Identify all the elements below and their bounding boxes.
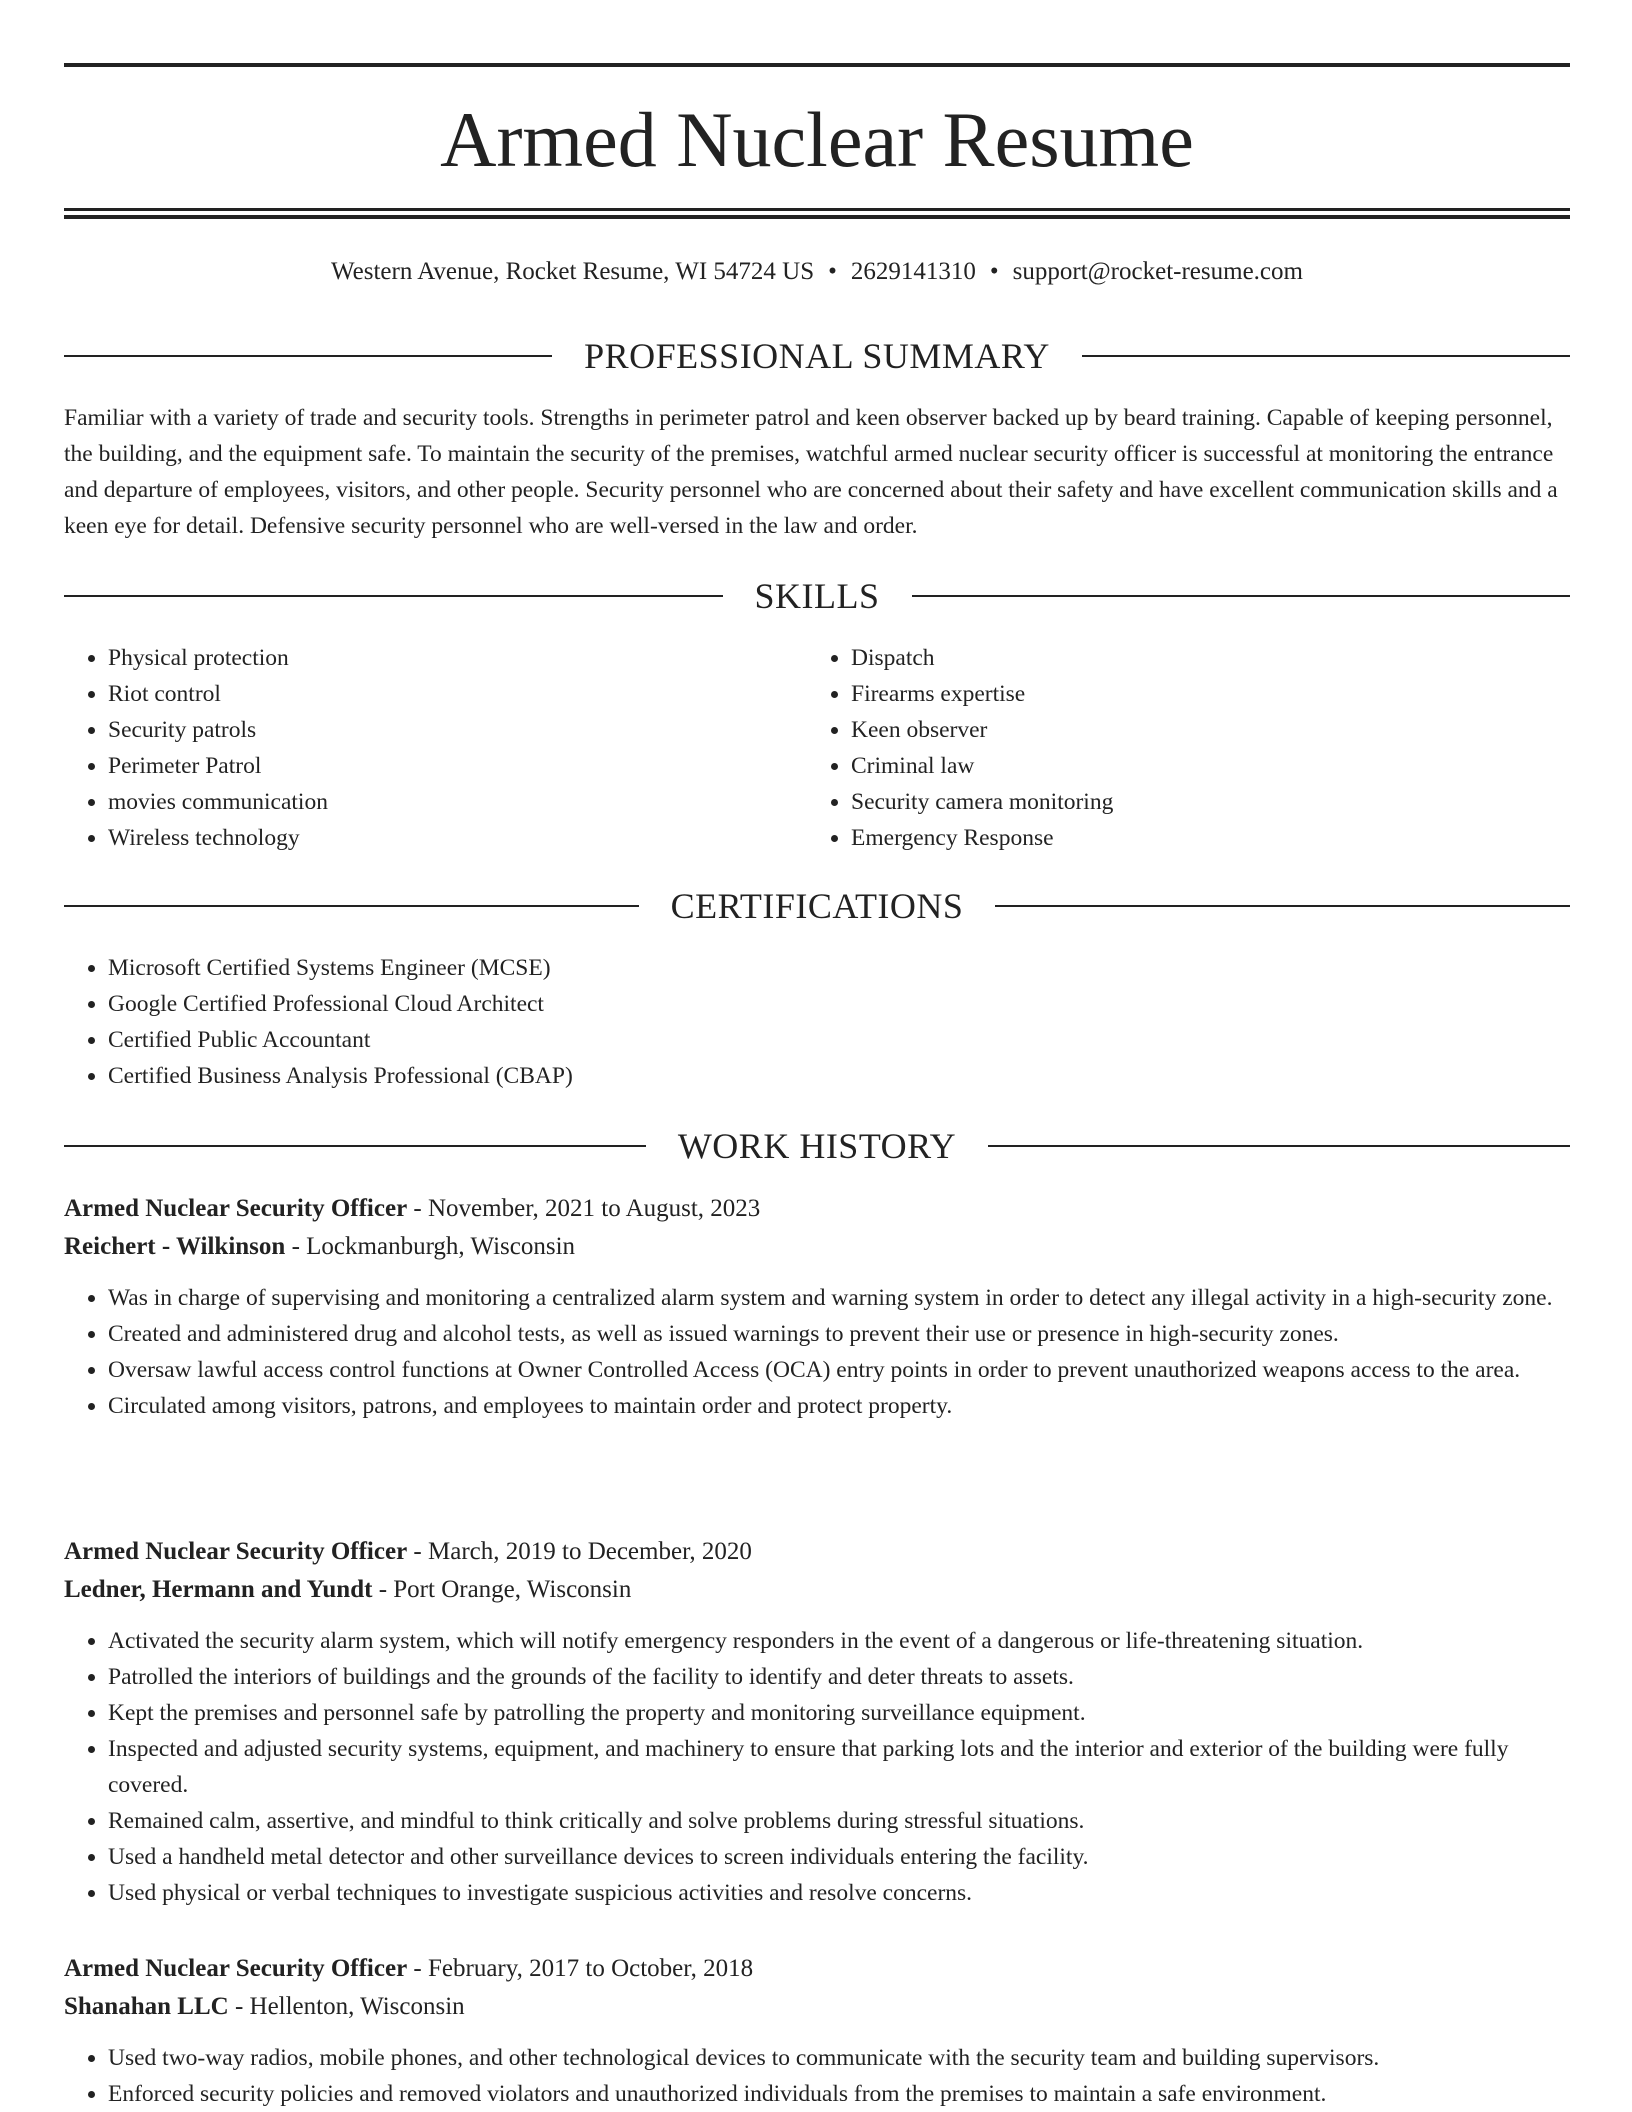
job-duty: • Patrolled the interiors of buildings and the grounds of the facility to identify and deter threats to assets.	[108, 1659, 1570, 1695]
job-entry	[64, 1950, 1570, 2112]
skill-item: • Perimeter Patrol	[108, 748, 764, 784]
contact-phone: 2629141310	[850, 258, 976, 285]
job-entry	[64, 1533, 1570, 1911]
job-location: - Lockmanburgh, Wisconsin	[285, 1233, 576, 1260]
certifications-list	[64, 950, 1064, 1094]
job-duties-list	[64, 2040, 1570, 2112]
job-company: Shanahan LLC	[64, 1993, 229, 2020]
skill-item: • Security camera monitoring	[851, 784, 1507, 820]
heading-rule-right	[995, 905, 1570, 907]
job-title-line	[64, 1950, 1570, 1988]
job-duty: • Was in charge of supervising and monitoring a centralized alarm system and warning system in order to detect any illegal activity in a high-security zone.	[108, 1280, 1570, 1316]
skill-item: • Firearms expertise	[851, 676, 1507, 712]
job-duties-list	[64, 1280, 1570, 1424]
certification-item: • Microsoft Certified Systems Engineer (MCSE)	[108, 950, 1064, 986]
job-duty: • Remained calm, assertive, and mindful to think critically and solve problems during stressful situations.	[108, 1803, 1570, 1839]
skill-item: • Physical protection	[108, 640, 764, 676]
job-title: Armed Nuclear Security Officer	[64, 1195, 408, 1222]
heading-rule-right	[1082, 355, 1570, 357]
job-title: Armed Nuclear Security Officer	[64, 1538, 408, 1565]
job-duty: • Used a handheld metal detector and other surveillance devices to screen individuals entering the facility.	[108, 1839, 1570, 1875]
summary-text: Familiar with a variety of trade and security tools. Strengths in perimeter patrol and keen observer backed up by beard training. Capable of keeping personnel, the building, and the equipment safe. To maintain the security of the premises, watchful armed nuclear security officer is successful at monitoring the entrance and departure of employees, visitors, and other people. Security personnel who are concerned about their safety and have excellent communication skills and a keen eye for detail. Defensive security personnel who are well-versed in the law and order.	[64, 405, 1558, 539]
section-heading-label: PROFESSIONAL SUMMARY	[584, 336, 1050, 376]
job-entry	[64, 1190, 1570, 1424]
job-location: - Hellenton, Wisconsin	[228, 1993, 465, 2020]
section-heading-skills	[64, 576, 1570, 616]
title-rule-lower	[64, 215, 1570, 219]
heading-rule-left	[64, 355, 552, 357]
job-title: Armed Nuclear Security Officer	[64, 1955, 408, 1982]
skills-list-right	[807, 640, 1507, 856]
skill-item: • Riot control	[108, 676, 764, 712]
section-heading-label: SKILLS	[754, 576, 880, 616]
title-rule-upper	[64, 208, 1570, 211]
job-duties-list	[64, 1623, 1570, 1911]
job-company: Reichert - Wilkinson	[64, 1233, 286, 1260]
skills-column-left	[64, 640, 764, 856]
contact-separator: •	[828, 258, 837, 285]
skills-column-right	[807, 640, 1507, 856]
skill-item: • Wireless technology	[108, 820, 764, 856]
job-duty: • Kept the premises and personnel safe by patrolling the property and monitoring surveillance equipment.	[108, 1695, 1570, 1731]
contact-line	[64, 254, 1570, 290]
job-title-line	[64, 1190, 1570, 1228]
skill-item: • Emergency Response	[851, 820, 1507, 856]
job-duty: • Circulated among visitors, patrons, and employees to maintain order and protect property.	[108, 1388, 1570, 1424]
heading-rule-left	[64, 905, 639, 907]
certification-item: • Certified Business Analysis Professional (CBAP)	[108, 1058, 1064, 1094]
skill-item: • Security patrols	[108, 712, 764, 748]
job-duty: • Oversaw lawful access control functions at Owner Controlled Access (OCA) entry points in order to prevent unauthorized weapons access to the area.	[108, 1352, 1570, 1388]
job-duty: • Inspected and adjusted security systems, equipment, and machinery to ensure that parking lots and the interior and exterior of the building were fully covered.	[108, 1731, 1570, 1803]
section-heading-summary	[64, 336, 1570, 376]
heading-rule-right	[988, 1145, 1570, 1147]
skill-item: • movies communication	[108, 784, 764, 820]
job-company-line	[64, 1228, 1570, 1266]
certifications-block	[64, 950, 1064, 1094]
job-duty: • Enforced security policies and removed violators and unauthorized individuals from the premises to maintain a safe environment.	[108, 2076, 1570, 2112]
section-heading-certifications	[64, 886, 1570, 926]
heading-rule-left	[64, 1145, 646, 1147]
skills-list-left	[64, 640, 764, 856]
heading-rule-left	[64, 595, 723, 597]
section-heading-label: WORK HISTORY	[677, 1126, 957, 1166]
job-location: - Port Orange, Wisconsin	[372, 1576, 632, 1603]
job-dates: - February, 2017 to October, 2018	[407, 1955, 754, 1982]
job-company-line	[64, 1571, 1570, 1609]
section-heading-work-history	[64, 1126, 1570, 1166]
job-company-line	[64, 1988, 1570, 2026]
top-rule	[64, 63, 1570, 67]
job-company: Ledner, Hermann and Yundt	[64, 1576, 373, 1603]
job-title-line	[64, 1533, 1570, 1571]
job-duty: • Used physical or verbal techniques to investigate suspicious activities and resolve concerns.	[108, 1875, 1570, 1911]
job-duty: • Activated the security alarm system, which will notify emergency responders in the event of a dangerous or life-threatening situation.	[108, 1623, 1570, 1659]
job-duty: • Used two-way radios, mobile phones, and other technological devices to communicate with the security team and building supervisors.	[108, 2040, 1570, 2076]
section-heading-label: CERTIFICATIONS	[670, 886, 964, 926]
certification-item: • Certified Public Accountant	[108, 1022, 1064, 1058]
heading-rule-right	[912, 595, 1571, 597]
job-dates: - November, 2021 to August, 2023	[407, 1195, 761, 1222]
skill-item: • Keen observer	[851, 712, 1507, 748]
job-duty: • Created and administered drug and alcohol tests, as well as issued warnings to prevent their use or presence in high-security zones.	[108, 1316, 1570, 1352]
resume-title: Armed Nuclear Resume	[440, 96, 1194, 183]
job-dates: - March, 2019 to December, 2020	[407, 1538, 752, 1565]
skill-item: • Criminal law	[851, 748, 1507, 784]
skill-item: • Dispatch	[851, 640, 1507, 676]
contact-address: Western Avenue, Rocket Resume, WI 54724 US	[331, 258, 815, 285]
contact-email: support@rocket-resume.com	[1012, 258, 1303, 285]
contact-separator: •	[989, 258, 999, 285]
certification-item: • Google Certified Professional Cloud Architect	[108, 986, 1064, 1022]
